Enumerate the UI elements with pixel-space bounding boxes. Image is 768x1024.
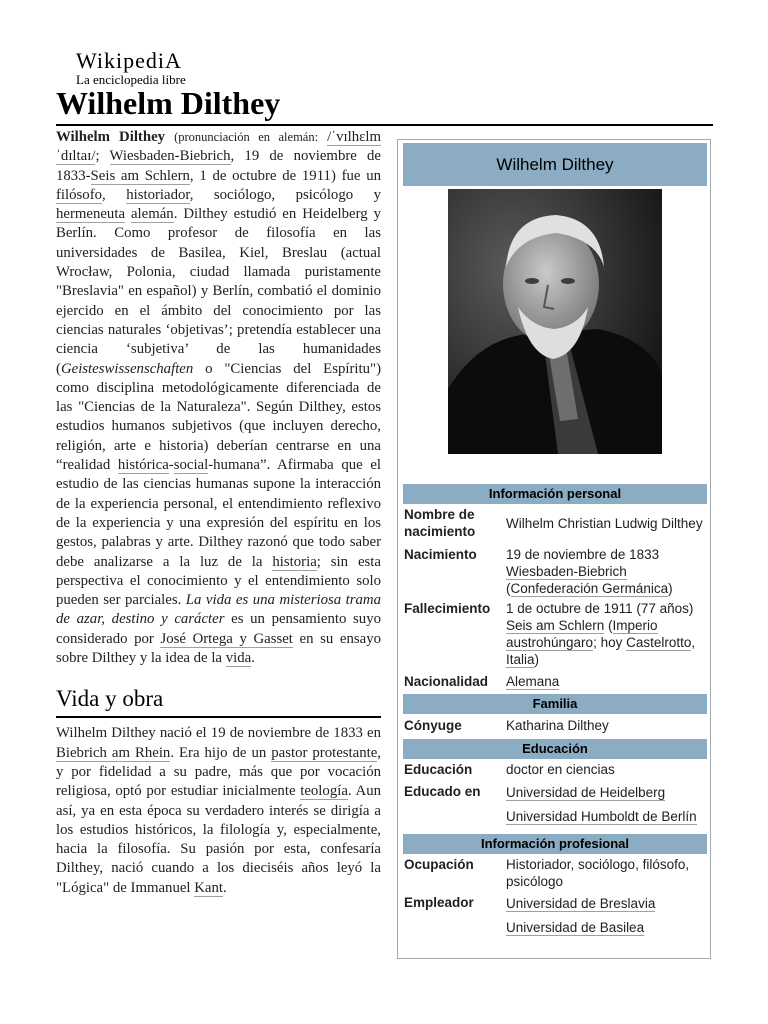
link-universidad-de-basilea[interactable]: Universidad de Basilea [506,920,645,935]
wikipedia-wordmark: WikipediA [76,48,182,73]
link-social[interactable]: social [173,457,209,474]
label-educado-en: Educado en [404,784,481,799]
infobox-section-educacion: Educación [403,739,707,759]
title-divider [56,124,713,126]
link-seis-am-schlern[interactable]: Seis am Schlern [90,167,190,184]
infobox [397,139,711,959]
infobox-title: Wilhelm Dilthey [403,143,707,186]
value-fallecimiento: 1 de octubre de 1911 (77 años) Seis am Schlern (Imperio austrohúngaro; hoy Castelrotto, Italia) [506,601,696,667]
geisteswissenschaften-term: Geisteswissenschaften [60,360,194,377]
link-confederacion-germanica[interactable]: Confederación Germánica [510,581,669,596]
label-nacimiento: Nacimiento [404,547,477,562]
link-biebrich-am-rhein[interactable]: Biebrich am Rhein [56,744,171,761]
label-fallecimiento: Fallecimiento [404,601,491,616]
value-educado-en-1 [506,784,706,801]
link-vida[interactable]: vida [225,650,252,667]
page-title: Wilhelm Dilthey [56,85,281,121]
value-nacionalidad [506,673,706,690]
infobox-section-profesional: Información profesional [403,834,707,854]
infobox-section-familia: Familia [403,694,707,714]
value-empleador-1 [506,895,706,912]
wikipedia-logo[interactable] [76,50,186,87]
label-nacionalidad: Nacionalidad [404,674,489,689]
link-historica[interactable]: histórica [117,457,169,474]
ipa-link[interactable]: /ˈvɪlhɛlm ˈdɪltaɪ/ [56,129,382,165]
label-empleador: Empleador [404,895,474,910]
link-wiesbaden-biebrich-infobox[interactable]: Wiesbaden-Biebrich [506,564,627,579]
link-alemana[interactable]: Alemana [506,674,560,689]
link-pastor-protestante[interactable]: pastor protestante [271,744,378,761]
label-nombre-de-nacimiento: Nombre de nacimiento [404,507,476,539]
link-italia[interactable]: Italia [506,652,535,667]
link-kant[interactable]: Kant [194,879,223,896]
value-nombre-de-nacimiento: Wilhelm Christian Ludwig Dilthey [506,516,703,531]
link-castelrotto[interactable]: Castelrotto [626,635,692,650]
link-ortega-y-gasset[interactable]: José Ortega y Gasset [160,630,293,647]
infobox-section-personal: Información personal [403,484,707,504]
value-educado-en-2 [506,808,706,825]
pronunciation-label: (pronunciación en alemán: [174,130,319,144]
wikipedia-tagline: La enciclopedia libre [76,72,186,87]
link-wiesbaden-biebrich[interactable]: Wiesbaden-Biebrich [109,148,231,165]
link-historia[interactable]: historia [272,553,317,570]
intro-name: Wilhelm Dilthey [56,129,166,145]
value-nacimiento: 19 de noviembre de 1833 Wiesbaden-Biebrich (Confederación Germánica) [506,547,673,596]
link-seis-am-schlern-infobox[interactable]: Seis am Schlern [506,618,605,633]
value-educacion: doctor en ciencias [506,762,615,777]
link-historiador[interactable]: historiador [126,186,190,203]
link-aleman[interactable]: alemán [130,206,174,223]
label-ocupacion: Ocupación [404,857,474,872]
article-body [56,128,381,898]
label-educacion: Educación [404,762,473,777]
link-universidad-de-heidelberg[interactable]: Universidad de Heidelberg [506,785,666,800]
section-divider [56,716,381,718]
link-universidad-de-breslavia[interactable]: Universidad de Breslavia [506,896,656,911]
value-ocupacion: Historiador, sociólogo, filósofo, psicólogo [506,857,690,889]
link-hermeneuta[interactable]: hermeneuta [56,206,126,223]
portrait-image[interactable] [448,189,662,454]
section-heading-vida-y-obra: Vida y obra [56,686,164,712]
vida-y-obra-paragraph: Wilhelm Dilthey nació el 19 de noviembre de 1833 en Biebrich am Rhein. Era hijo de un pastor protestante, y por fidelidad a su padre, más que por vocación religiosa, optó por estudiar inicialmente teología. Aun así, ya en esta época su verdadero interés se dirigía a los estudios históricos, la filología y, especialmente, hacia la filosofía. Su pasión por esta, confesaría Dilthey, nació cuando a los dieciséis años leyó la "Lógica" de Immanuel Kant. [56,725,381,896]
link-filosofo[interactable]: filósofo [56,186,103,203]
value-conyuge: Katharina Dilthey [506,718,609,733]
link-imperio-austrohungaro[interactable]: Imperio austrohúngaro [506,618,658,650]
intro-paragraph: Wilhelm Dilthey (pronunciación en alemán: /ˈvɪlhɛlm ˈdɪltaɪ/; Wiesbaden-Biebrich, 19 de noviembre de 1833-Seis am Schlern, 1 de octubre de 1911) fue un filósofo, historiador, sociólogo, psicólogo y hermeneuta alemán. Dilthey estudió en Heidelberg y Berlín. Como profesor de filosofía en las universidades de Basilea, Kiel, Breslau (actual Wrocław, Polonia, ciudad llamada puristamente "Breslavia" en español) y Berlín, combatió el dominio ejercido en el ámbito del conocimiento por las ciencias naturales ‘objetivas’; pretendía establecer una ciencia ‘subjetiva’ de las humanidades (Geisteswissenschaften o "Ciencias del Espíritu") como disciplina metodológicamente diferenciada de las "Ciencias de la Naturaleza". Según Dilthey, estos estudios humanos subjetivos (que incluyen derecho, religión, arte e historia) deberían centrarse en una “realidad histórica-social-humana”. Afirmaba que el estudio de las ciencias humanas supone la interacción de la experiencia personal, el entendimiento reflexivo de la experiencia y una expresión del espíritu en los gestos, palabras y arte. Dilthey razonó que todo saber debe analizarse a la luz de la historia; sin esta perspectiva el conocimiento y el entendimiento solo pueden ser parciales. La vida es una misteriosa trama de azar, destino y carácter es un pensamiento suyo considerado por José Ortega y Gasset en su ensayo sobre Dilthey y la idea de la vida. [56,129,382,667]
link-teologia[interactable]: teología [300,783,348,800]
value-empleador-2 [506,919,706,936]
link-universidad-humboldt-de-berlin[interactable]: Universidad Humboldt de Berlín [506,809,697,824]
vida-quote: La vida es una misteriosa trama de azar, destino y carácter [56,592,381,628]
label-conyuge: Cónyuge [404,718,462,733]
